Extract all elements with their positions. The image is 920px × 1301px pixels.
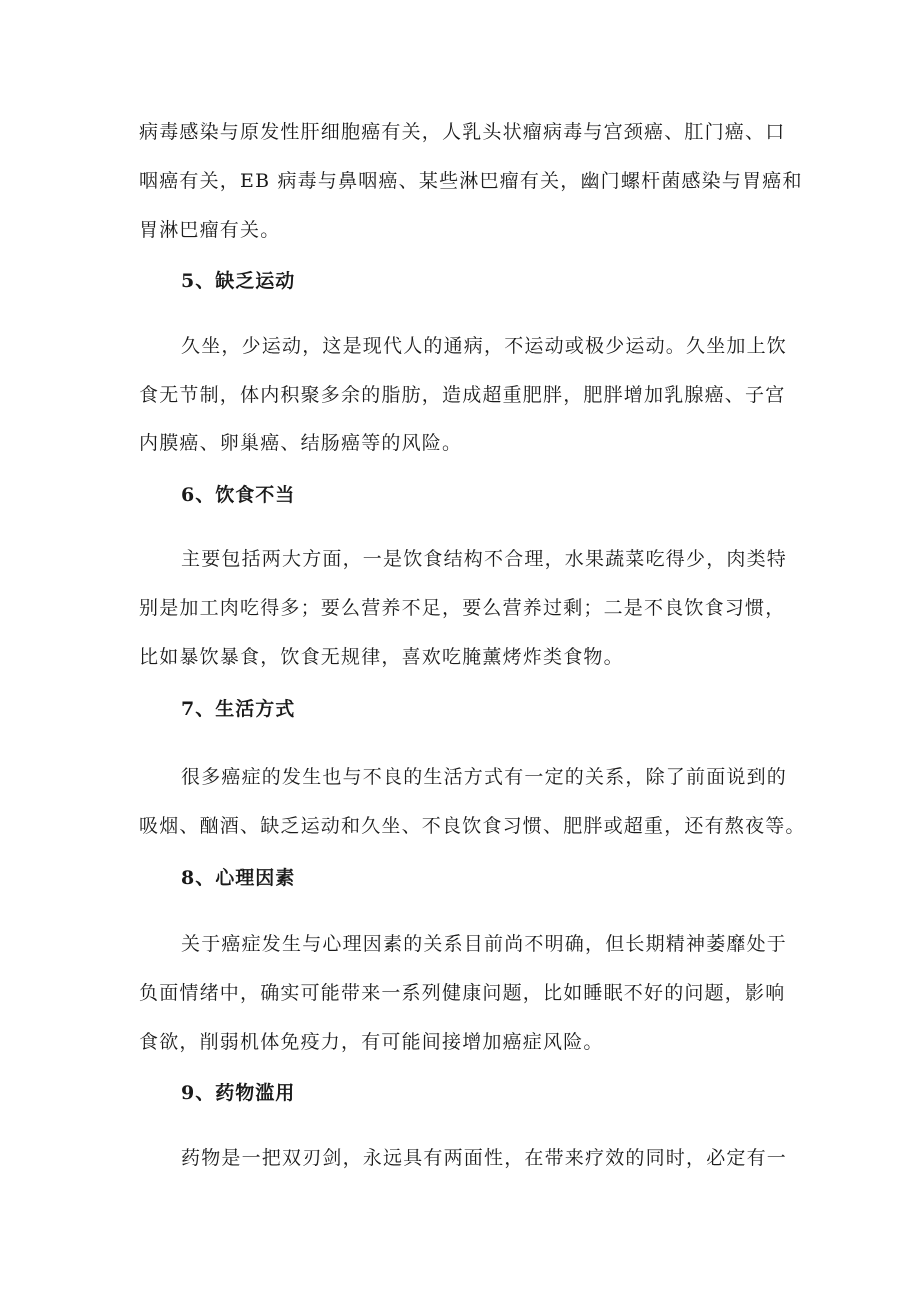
section-heading-8: 8、心理因素 xyxy=(181,867,296,889)
section-6-line-3: 比如暴饮暴食，饮食无规律，喜欢吃腌薰烤炸类食物。 xyxy=(139,646,624,668)
section-heading-9: 9、药物滥用 xyxy=(181,1082,296,1104)
intro-line-3: 胃淋巴瘤有关。 xyxy=(139,219,281,241)
section-heading-5: 5、缺乏运动 xyxy=(181,270,296,292)
intro-line-2: 咽癌有关，EB 病毒与鼻咽癌、某些淋巴瘤有关，幽门螺杆菌感染与胃癌和 xyxy=(139,170,803,192)
section-heading-7: 7、生活方式 xyxy=(181,698,296,720)
section-5-line-2: 食无节制，体内积聚多余的脂肪，造成超重肥胖，肥胖增加乳腺癌、子宫 xyxy=(139,384,786,406)
section-5-line-3: 内膜癌、卵巢癌、结肠癌等的风险。 xyxy=(139,432,463,454)
section-5-line-1: 久坐，少运动，这是现代人的通病，不运动或极少运动。久坐加上饮 xyxy=(181,335,788,357)
section-7-line-1: 很多癌症的发生也与不良的生活方式有一定的关系，除了前面说到的 xyxy=(181,766,788,788)
intro-line-1: 病毒感染与原发性肝细胞癌有关，人乳头状瘤病毒与宫颈癌、肛门癌、口 xyxy=(139,121,786,143)
section-8-line-3: 食欲，削弱机体免疫力，有可能间接增加癌症风险。 xyxy=(139,1031,604,1053)
section-8-line-2: 负面情绪中，确实可能带来一系列健康问题，比如睡眠不好的问题，影响 xyxy=(139,982,786,1004)
section-6-line-1: 主要包括两大方面，一是饮食结构不合理，水果蔬菜吃得少，肉类特 xyxy=(181,548,788,570)
section-7-line-2: 吸烟、酗酒、缺乏运动和久坐、不良饮食习惯、肥胖或超重，还有熬夜等。 xyxy=(139,815,806,837)
section-6-line-2: 别是加工肉吃得多；要么营养不足，要么营养过剩；二是不良饮食习惯， xyxy=(139,597,786,619)
section-8-line-1: 关于癌症发生与心理因素的关系目前尚不明确，但长期精神萎靡处于 xyxy=(181,933,788,955)
section-9-line-1: 药物是一把双刃剑，永远具有两面性，在带来疗效的同时，必定有一 xyxy=(181,1147,788,1169)
section-heading-6: 6、饮食不当 xyxy=(181,484,296,506)
